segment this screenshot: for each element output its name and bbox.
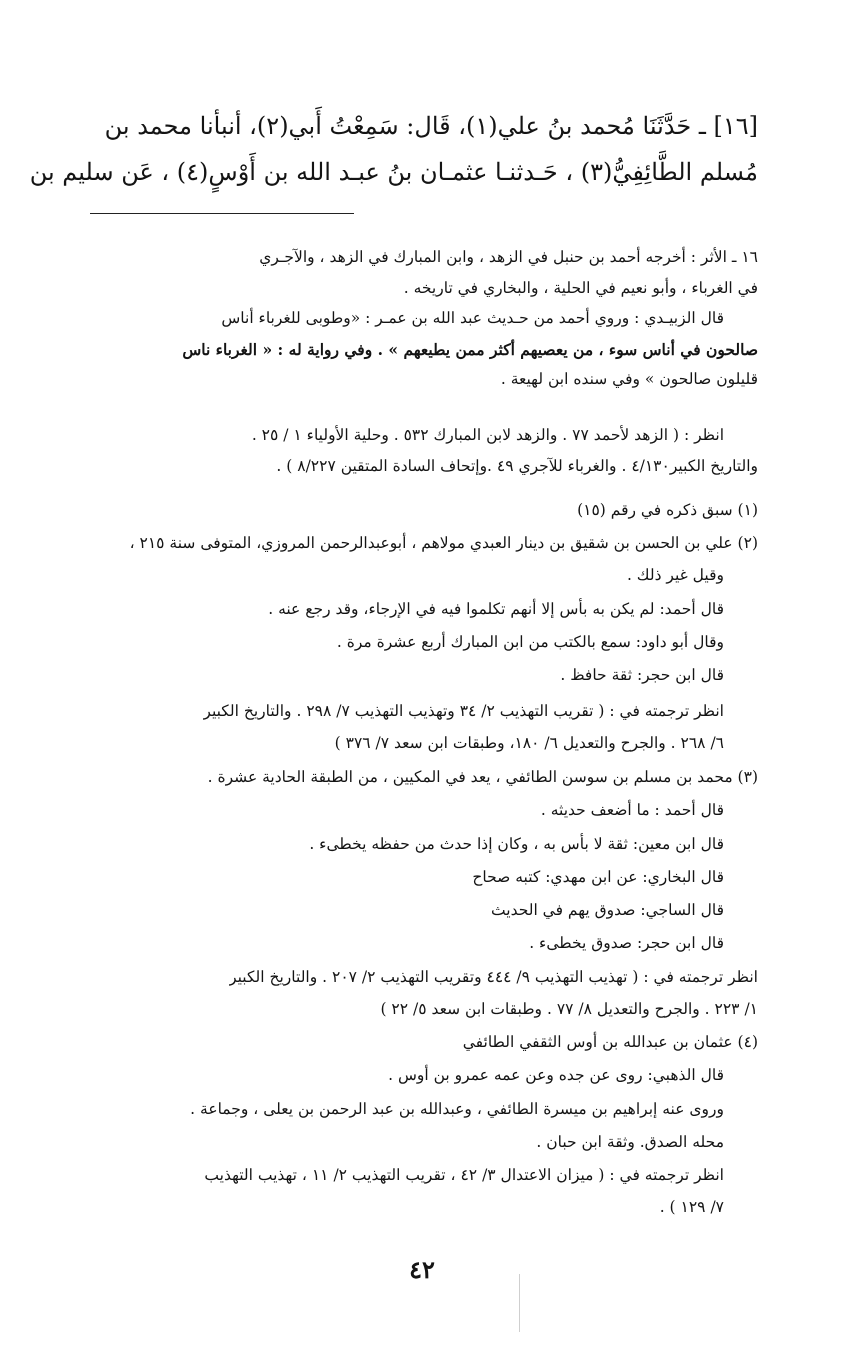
main-text-line-1: [١٦] ـ حَدَّثَنَا مُحمد بنُ علي(١)، قَال: سَمِعْتُ أَبي(٢)، أنبأنا محمد بن bbox=[104, 112, 758, 140]
footnote-line: (٢) علي بن الحسن بن شقيق بن دينار العبدي مولاهم ، أبوعبدالرحمن المروزي، المتوفى سنة ٢١٥ ، bbox=[129, 534, 758, 552]
footnote-line: قال ابن حجر: صدوق يخطىء . bbox=[529, 934, 724, 952]
footnote-separator bbox=[90, 213, 354, 214]
footnote-line: محله الصدق. وثقة ابن حبان . bbox=[536, 1133, 724, 1151]
footnote-line: ١٦ ـ الأثر : أخرجه أحمد بن حنبل في الزهد ، وابن المبارك في الزهد ، والآجـري bbox=[259, 248, 758, 266]
footnote-line: والتاريخ الكبير٤/١٣٠ . والغرباء للآجري ٤٩ .وإتحاف السادة المتقين ٨/٢٢٧ ) . bbox=[276, 457, 758, 475]
footnote-line: انظر ترجمته في : ( ميزان الاعتدال ٣/ ٤٢ ، تقريب التهذيب ٢/ ١١ ، تهذيب التهذيب bbox=[204, 1166, 724, 1184]
footnote-line: ٦/ ٢٦٨ . والجرح والتعديل ٦/ ١٨٠، وطبقات ابن سعد ٧/ ٣٧٦ ) bbox=[334, 734, 724, 752]
footnote-line: انظر ترجمته في : ( تقريب التهذيب ٢/ ٣٤ وتهذيب التهذيب ٧/ ٢٩٨ . والتاريخ الكبير bbox=[203, 702, 724, 720]
footnote-line: قال الساجي: صدوق يهم في الحديث bbox=[491, 901, 724, 919]
footnote-line: قليلون صالحون » وفي سنده ابن لهيعة . bbox=[500, 370, 758, 388]
footnote-line: (١) سبق ذكره في رقم (١٥) bbox=[577, 501, 758, 519]
footnote-line: وقيل غير ذلك . bbox=[626, 566, 724, 584]
footnote-line: في الغرباء ، وأبو نعيم في الحلية ، والبخاري في تاريخه . bbox=[403, 279, 758, 297]
footnote-line: قال أحمد : ما أضعف حديثه . bbox=[540, 801, 724, 819]
scan-artifact bbox=[519, 1274, 520, 1332]
footnote-line: (٤) عثمان بن عبدالله بن أوس الثقفي الطائفي bbox=[462, 1033, 758, 1051]
footnote-line: انظر ترجمته في : ( تهذيب التهذيب ٩/ ٤٤٤ وتقريب التهذيب ٢/ ٢٠٧ . والتاريخ الكبير bbox=[229, 968, 758, 986]
footnote-line: وقال أبو داود: سمع بالكتب من ابن المبارك أربع عشرة مرة . bbox=[336, 633, 724, 651]
footnote-line: قال الذهبي: روى عن جده وعن عمه عمرو بن أوس . bbox=[388, 1066, 724, 1084]
footnote-line: انظر : ( الزهد لأحمد ٧٧ . والزهد لابن المبارك ٥٣٢ . وحلية الأولياء ١ / ٢٥ . bbox=[251, 426, 724, 444]
footnote-line: وروى عنه إبراهيم بن ميسرة الطائفي ، وعبدالله بن عبد الرحمن بن يعلى ، وجماعة . bbox=[190, 1100, 724, 1118]
page-number: ٤٢ bbox=[409, 1255, 435, 1284]
footnote-line: قال ابن معين: ثقة لا بأس به ، وكان إذا حدث من حفظه يخطىء . bbox=[309, 835, 724, 853]
footnote-line: ٧/ ١٢٩ ) . bbox=[659, 1198, 724, 1216]
footnote-line: قال البخاري: عن ابن مهدي: كتبه صحاح bbox=[472, 868, 724, 886]
main-text-line-2: مُسلم الطَّائِفِيُّ(٣) ، حَـدثنـا عثمـان بنُ عبـد الله بن أَوْسٍ(٤) ، عَن سليم بن bbox=[29, 158, 758, 186]
footnote-line: ١/ ٢٢٣ . والجرح والتعديل ٨/ ٧٧ . وطبقات ابن سعد ٥/ ٢٢ ) bbox=[380, 1000, 758, 1018]
footnote-line: صالحون في أناس سوء ، من يعصيهم أكثر ممن يطيعهم » . وفي رواية له : « الغرباء ناس bbox=[182, 340, 758, 359]
footnote-line: قال الزبيـدي : وروي أحمد من حـديث عبد الله بن عمـر : «وطوبى للغرباء أناس bbox=[221, 309, 724, 327]
footnote-line: (٣) محمد بن مسلم بن سوسن الطائفي ، يعد في المكيين ، من الطبقة الحادية عشرة . bbox=[207, 768, 758, 786]
footnote-line: قال أحمد: لم يكن به بأس إلا أنهم تكلموا فيه في الإرجاء، وقد رجع عنه . bbox=[268, 600, 724, 618]
footnote-line: قال ابن حجر: ثقة حافظ . bbox=[560, 666, 724, 684]
